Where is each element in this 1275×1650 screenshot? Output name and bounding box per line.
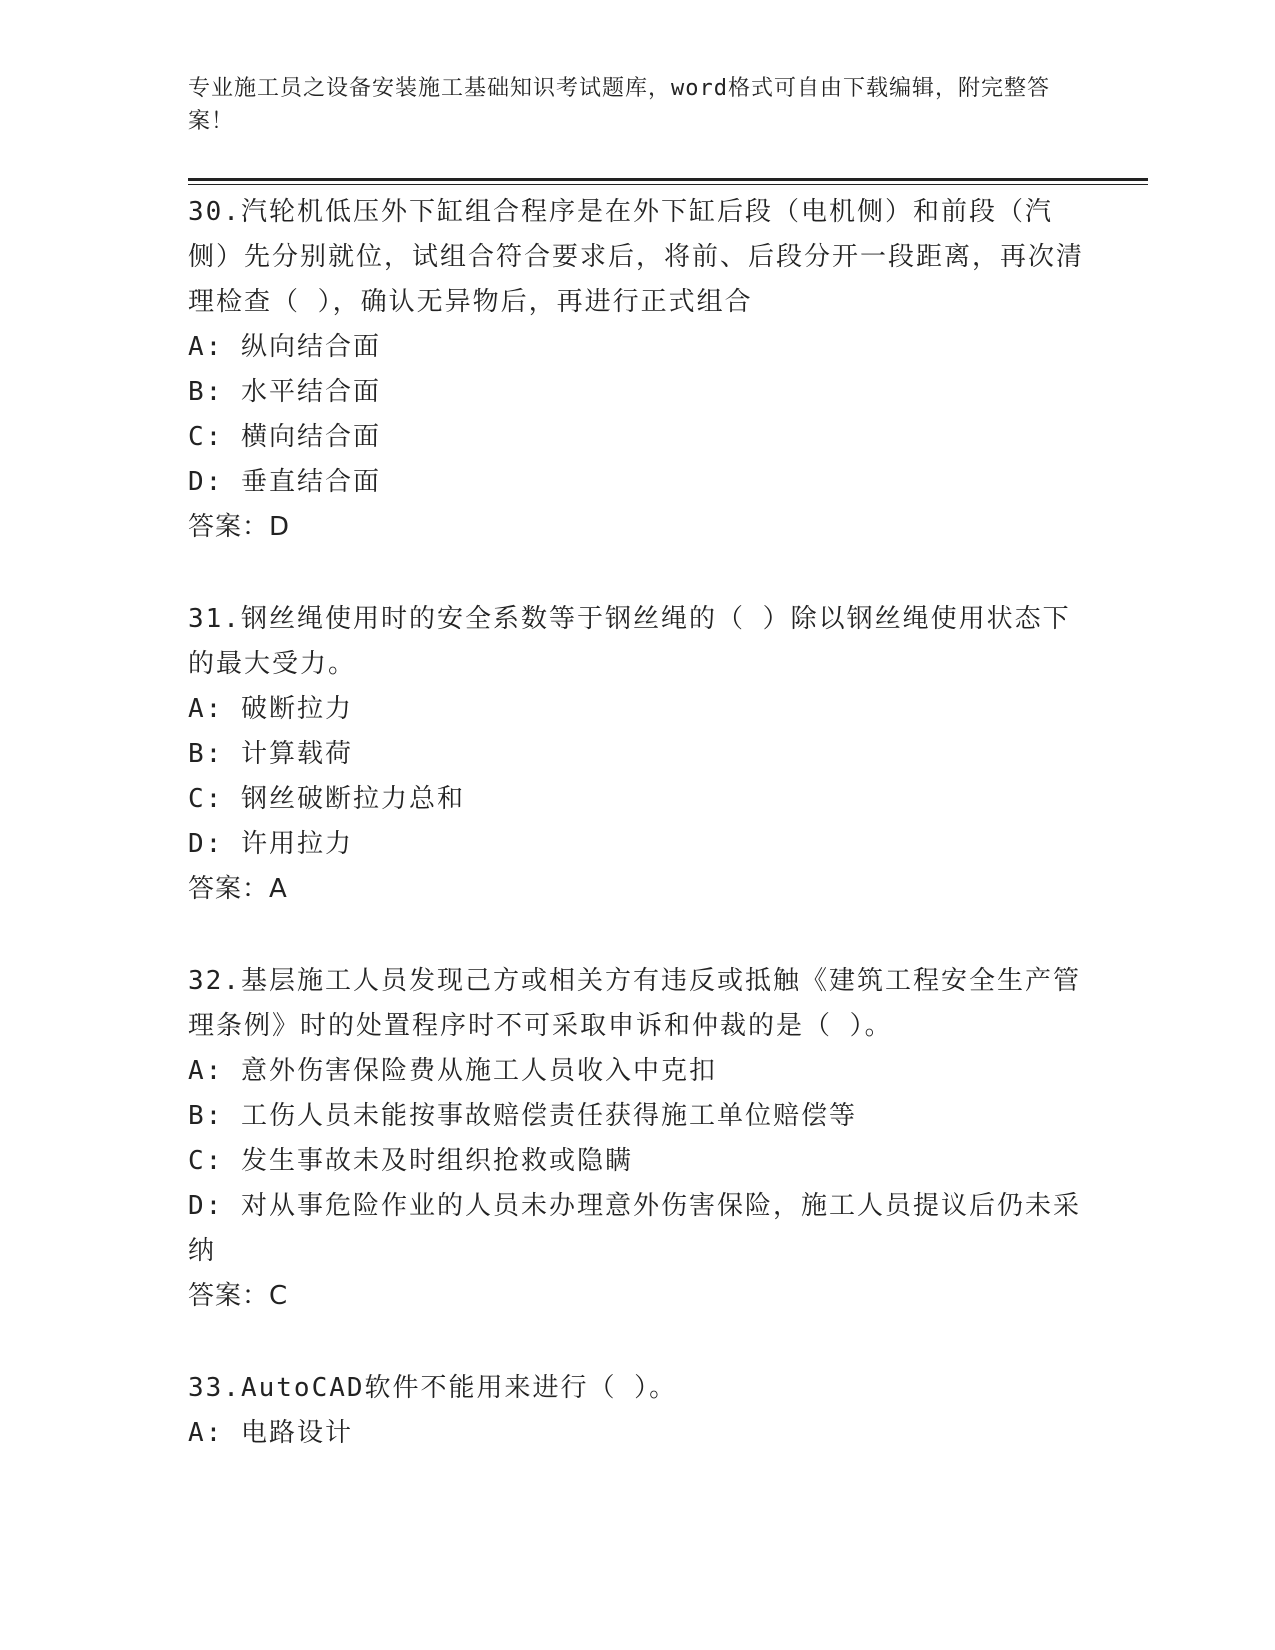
- question-spacer: [188, 912, 1088, 959]
- header-title: 专业施工员之设备安装施工基础知识考试题库，word格式可自由下载编辑，附完整答案！: [188, 76, 1050, 134]
- option-b: B: 水平结合面: [188, 377, 381, 407]
- option-a: A: 意外伤害保险费从施工人员收入中克扣: [188, 1056, 717, 1086]
- question-text: 33.AutoCAD软件不能用来进行（ ）。: [188, 1373, 678, 1403]
- answer: 答案：D: [188, 512, 291, 542]
- question-32: [188, 959, 1088, 1319]
- question-spacer: [188, 1319, 1088, 1366]
- answer: 答案：A: [188, 874, 288, 904]
- document-header: [188, 72, 1088, 138]
- question-text: 31.钢丝绳使用时的安全系数等于钢丝绳的（ ）除以钢丝绳使用状态下的最大受力。: [188, 604, 1071, 679]
- question-30: [188, 190, 1088, 550]
- option-b: B: 计算载荷: [188, 739, 353, 769]
- question-list: [188, 190, 1088, 1456]
- option-d: D: 垂直结合面: [188, 467, 381, 497]
- option-d: D: 对从事危险作业的人员未办理意外伤害保险，施工人员提议后仍未采纳: [188, 1191, 1081, 1266]
- answer: 答案：C: [188, 1281, 289, 1311]
- option-d: D: 许用拉力: [188, 829, 353, 859]
- option-c: C: 发生事故未及时组织抢救或隐瞒: [188, 1146, 633, 1176]
- question-text: 30.汽轮机低压外下缸组合程序是在外下缸后段（电机侧）和前段（汽侧）先分别就位，试组合符合要求后，将前、后段分开一段距离，再次清理检查（ ），确认无异物后，再进行正式组合: [188, 197, 1085, 317]
- question-31: [188, 597, 1088, 912]
- header-divider-thin: [188, 184, 1148, 185]
- question-text: 32.基层施工人员发现己方或相关方有违反或抵触《建筑工程安全生产管理条例》时的处置程序时不可采取申诉和仲裁的是（ ）。: [188, 966, 1081, 1041]
- option-a: A: 电路设计: [188, 1418, 353, 1448]
- option-c: C: 横向结合面: [188, 422, 381, 452]
- question-spacer: [188, 550, 1088, 597]
- option-c: C: 钢丝破断拉力总和: [188, 784, 465, 814]
- option-b: B: 工伤人员未能按事故赔偿责任获得施工单位赔偿等: [188, 1101, 857, 1131]
- header-divider-thick: [188, 178, 1148, 181]
- option-a: A: 破断拉力: [188, 694, 353, 724]
- option-a: A: 纵向结合面: [188, 332, 381, 362]
- question-33: [188, 1366, 1088, 1456]
